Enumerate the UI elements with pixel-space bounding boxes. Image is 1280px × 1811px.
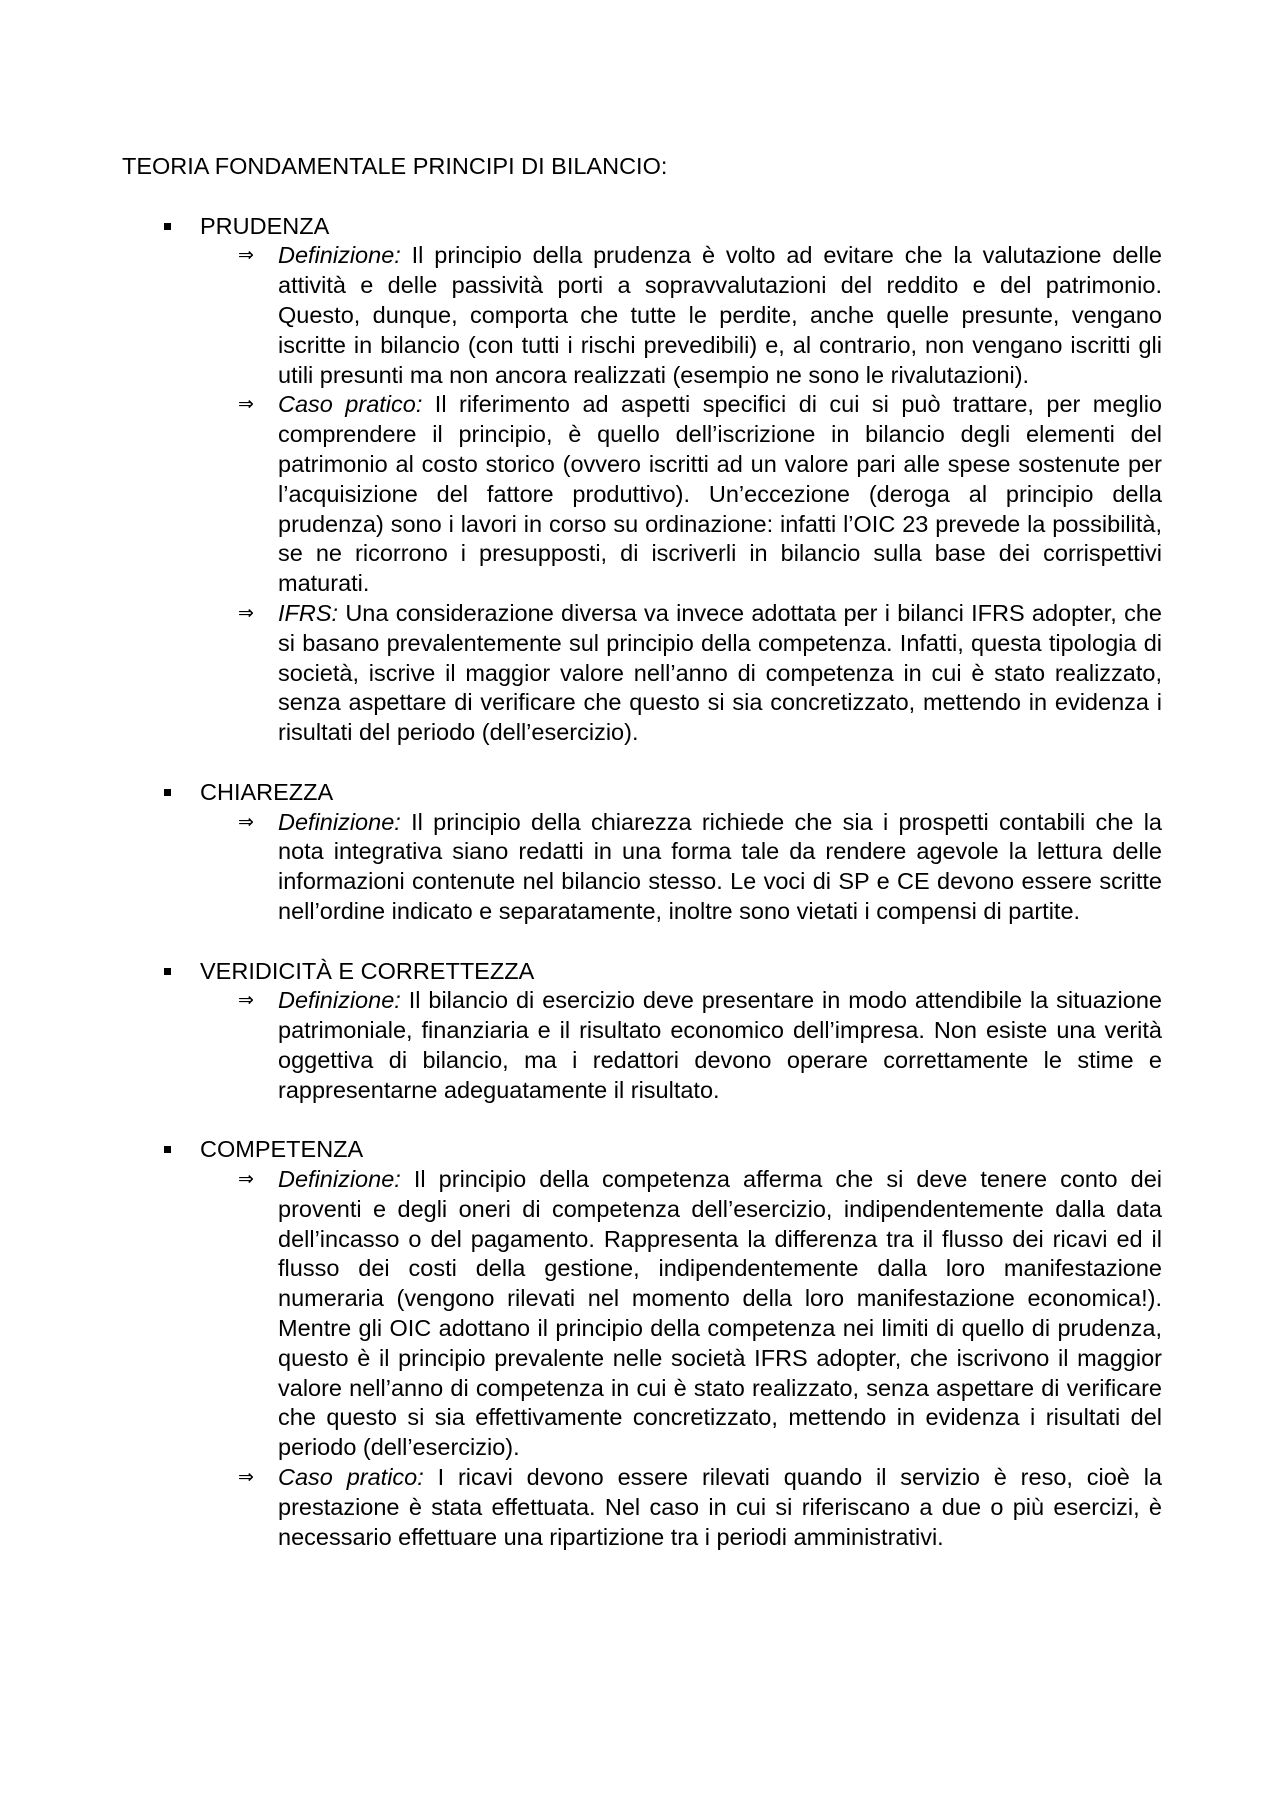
entry-caso-pratico <box>122 390 1162 599</box>
implies-arrow-icon: ⇒ <box>238 244 254 267</box>
entry-definizione <box>122 241 1162 390</box>
section-heading-row <box>122 212 1162 242</box>
document-body <box>122 152 1162 1582</box>
entry-paragraph <box>278 390 1162 599</box>
section-heading-row <box>122 1135 1162 1165</box>
implies-arrow-icon: ⇒ <box>238 989 254 1012</box>
entry-paragraph <box>278 1165 1162 1463</box>
entry-ifrs <box>122 599 1162 748</box>
implies-arrow-icon: ⇒ <box>238 1168 254 1191</box>
entry-text: I ricavi devono essere rilevati quando il servizio è reso, cioè la prestazione è stata effettuata. Nel caso in cui si riferiscano a due o più esercizi, è necessario effettuare una ripartizione tra i periodi amministrativi. <box>278 1464 1162 1550</box>
section-competenza <box>122 1135 1162 1552</box>
entry-definizione <box>122 808 1162 927</box>
entry-paragraph <box>278 986 1162 1105</box>
entry-caso-pratico <box>122 1463 1162 1552</box>
square-bullet-icon <box>164 968 171 975</box>
entry-text: Il bilancio di esercizio deve presentare in modo attendibile la situazione patrimoniale, finanziaria e il risultato economico dell’impresa. Non esiste una verità oggettiva di bilancio, ma i redattori devono operare correttamente le stime e rappresentarne adeguatamente il risultato. <box>278 987 1162 1103</box>
section-heading: COMPETENZA <box>200 1136 364 1163</box>
entry-definizione <box>122 986 1162 1105</box>
section-heading: VERIDICITÀ E CORRETTEZZA <box>200 957 535 984</box>
entry-paragraph <box>278 599 1162 748</box>
implies-arrow-icon: ⇒ <box>238 810 254 833</box>
square-bullet-icon <box>164 1146 171 1153</box>
section-heading: PRUDENZA <box>200 212 330 239</box>
entry-label: Caso pratico: <box>278 1464 424 1491</box>
entry-text: Il principio della chiarezza richiede che sia i prospetti contabili che la nota integrativa siano redatti in una forma tale da rendere agevole la lettura delle informazioni contenute nel bilancio stesso. Le voci di SP e CE devono essere scritte nell’ordine indicato e separatamente, inoltre sono vietati i compensi di partite. <box>278 808 1162 924</box>
entry-paragraph <box>278 808 1162 927</box>
document-title: TEORIA FONDAMENTALE PRINCIPI DI BILANCIO: <box>122 153 668 179</box>
section-heading-row <box>122 778 1162 808</box>
entry-text: Il principio della prudenza è volto ad evitare che la valutazione delle attività e delle passività porti a sopravvalutazioni del reddito e del patrimonio. Questo, dunque, comporta che tutte le perdite, anche quelle presunte, vengano iscritte in bilancio (con tutti i rischi prevedibili) e, al contrario, non vengano iscritti gli utili presunti ma non ancora realizzati (esempio ne sono le rivalutazioni). <box>278 242 1162 388</box>
entry-label: IFRS: <box>278 599 339 626</box>
entry-label: Definizione: <box>278 1166 401 1193</box>
implies-arrow-icon: ⇒ <box>238 1466 254 1489</box>
section-heading-row <box>122 957 1162 987</box>
entry-label: Definizione: <box>278 808 401 835</box>
implies-arrow-icon: ⇒ <box>238 393 254 416</box>
square-bullet-icon <box>164 789 171 796</box>
entry-label: Definizione: <box>278 987 401 1014</box>
entry-paragraph <box>278 1463 1162 1552</box>
entry-definizione <box>122 1165 1162 1463</box>
entry-label: Caso pratico: <box>278 391 423 418</box>
entry-text: Il riferimento ad aspetti specifici di cui si può trattare, per meglio comprendere il principio, è quello dell’iscrizione in bilancio degli elementi del patrimonio al costo storico (ovvero iscritti ad un valore pari alle spese sostenute per l’acquisizione del fattore produttivo). Un’eccezione (deroga al principio della prudenza) sono i lavori in corso su ordinazione: infatti l’OIC 23 prevede la possibilità, se ne ricorrono i presupposti, di iscriverli in bilancio sulla base dei corrispettivi maturati. <box>278 391 1163 597</box>
entry-text: Il principio della competenza afferma che si deve tenere conto dei proventi e degli oneri di competenza dell’esercizio, indipendentemente dalla data dell’incasso o del pagamento. Rappresenta la differenza tra il flusso dei ricavi ed il flusso dei costi della gestione, indipendentemente dalla loro manifestazione numeraria (vengono rilevati nel momento della loro manifestazione economica!). Mentre gli OIC adottano il principio della competenza nei limiti di quello di prudenza, questo è il principio prevalente nelle società IFRS adopter, che iscrivono il maggior valore nell’anno di competenza in cui è stato realizzato, senza aspettare di verificare che questo si sia effettivamente concretizzato, mettendo in evidenza i risultati del periodo (dell’esercizio). <box>278 1166 1162 1461</box>
section-chiarezza <box>122 778 1162 927</box>
section-prudenza <box>122 212 1162 748</box>
entry-label: Definizione: <box>278 242 401 269</box>
entry-text: Una considerazione diversa va invece adottata per i bilanci IFRS adopter, che si basano prevalentemente sul principio della competenza. Infatti, questa tipologia di società, iscrive il maggior valore nell’anno di competenza in cui è stato realizzato, senza aspettare di verificare che questo si sia concretizzato, mettendo in evidenza i risultati del periodo (dell’esercizio). <box>278 599 1162 746</box>
implies-arrow-icon: ⇒ <box>238 601 254 624</box>
entry-paragraph <box>278 241 1162 390</box>
square-bullet-icon <box>164 223 171 230</box>
section-veridicita-correttezza <box>122 957 1162 1106</box>
section-heading: CHIAREZZA <box>200 778 334 805</box>
